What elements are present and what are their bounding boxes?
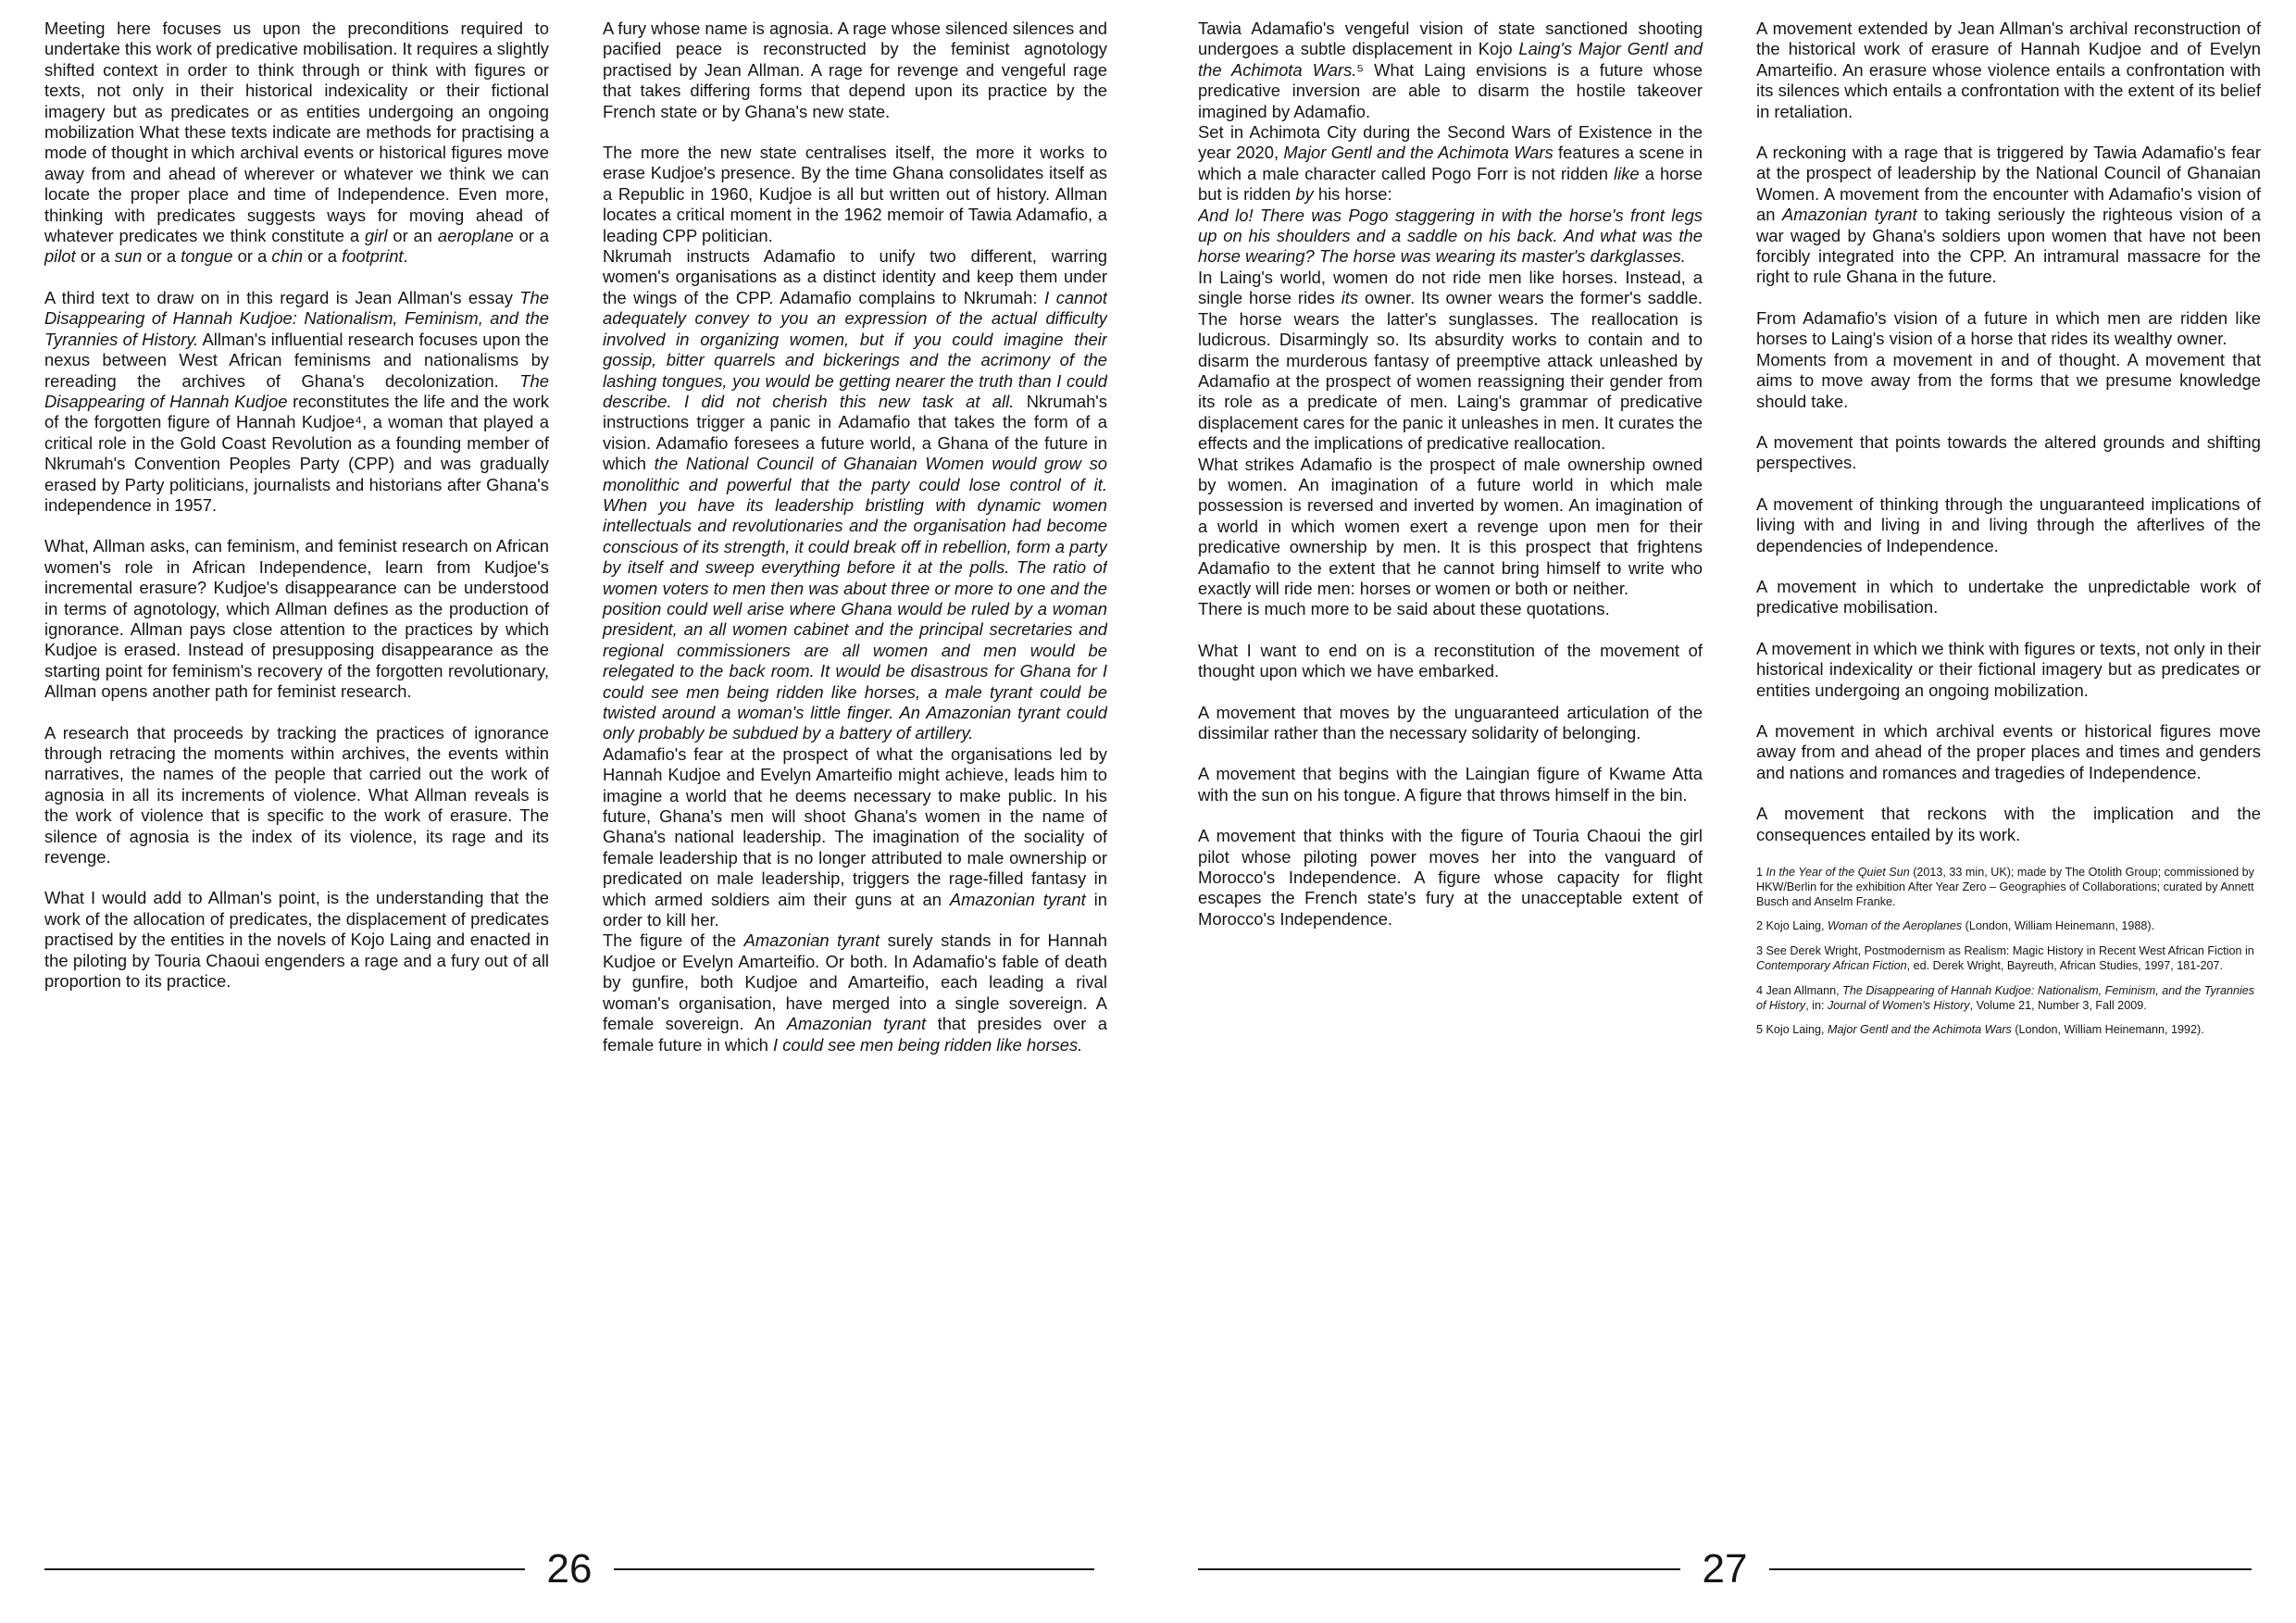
paragraph: A research that proceeds by tracking the practices of ignorance through retracing the moments within archives, the events within narratives, the names of the people that carried out the work of agnosia in all its increments of violence. What Allman reveals is the work of violence that is specific to the work of erasure. The silence of agnosia is the index of its violence, its rage and its revenge. xyxy=(44,722,549,868)
paragraph: Set in Achimota City during the Second Wars of Existence in the year 2020, Major Gentl and the Achimota Wars features a scene in which a male character called Pogo Forr is not ridden like a horse but is ridden by his horse: xyxy=(1198,122,1703,205)
paragraph: Adamafio's fear at the prospect of what the organisations led by Hannah Kudjoe and Evelyn Amarteifio might achieve, leads him to imagine a world that he deems necessary to make public. In his future, Ghana's men will shoot Ghana's women in the name of Ghana's national leadership. The imagination of the sociality of female leadership that is no longer attributed to male ownership or predicated on male leadership, triggers the rage-filled fantasy in which armed soldiers aim their guns at an Amazonian tyrant in order to kill her. xyxy=(603,743,1107,930)
paragraph: In Laing's world, women do not ride men like horses. Instead, a single horse rides its owner. Its owner wears the former's saddle. The horse wears the latter's sunglasses. The reallocation is ludicrous. Disarmingly so. Its absurdity works to contain and to disarm the murderous fantasy of preemptive attack unleashed by Adamafio at the prospect of women reassigning their gender from its role as a predicate of men. Laing's grammar of predicative displacement cares for the panic it unleashes in men. It curates the effects and the implications of predicative reallocation. xyxy=(1198,267,1703,454)
paragraph: What strikes Adamafio is the prospect of male ownership owned by women. An imagination of a future world in which male possession is reversed and inverted by women. An imagination of a world in which women exert a revenge upon men for their predicative ownership by men. It is this prospect that frightens Adamafio to the extent that he cannot bring himself to write who exactly will ride men: horses or women or both or neither. xyxy=(1198,454,1703,598)
paragraph: Moments from a movement in and of thought. A movement that aims to move away from the forms that we presume knowledge should take. xyxy=(1756,349,2261,411)
paragraph: A movement that moves by the unguaranteed articulation of the dissimilar rather than the necessary solidarity of belonging. xyxy=(1198,702,1703,743)
paragraph: What, Allman asks, can feminism, and feminist research on African women's role in African Independence, learn from Kudjoe's incremental erasure? Kudjoe's disappearance can be understood in terms of agnotology, which Allman defines as the production of ignorance. Allman pays close attention to the practices by which Kudjoe is erased. Instead of presupposing disappearance as the starting point for feminism's recovery of the forgotten revolutionary, Allman opens another path for feminist research. xyxy=(44,536,549,702)
paragraph: What I would add to Allman's point, is the understanding that the work of the allocation of predicates, the displacement of predicates practised by the entities in the novels of Kojo Laing and enacted in the piloting by Touria Chaoui engenders a rage and a fury out of all proportion to its practice. xyxy=(44,888,549,992)
page-27 xyxy=(1148,0,2296,1623)
paragraph: A fury whose name is agnosia. A rage whose silenced silences and pacified peace is reconstructed by the feminist agnotology practised by Jean Allman. A rage for revenge and vengeful rage that takes differing forms that depend upon its practice by the French state or by Ghana's new state. xyxy=(603,19,1107,121)
footnote: 4 Jean Allmann, The Disappearing of Hannah Kudjoe: Nationalism, Feminism, and the Tyrannies of History, in: Journal of Women's History, Volume 21, Number 3, Fall 2009. xyxy=(1756,983,2255,1012)
paragraph: A movement that begins with the Laingian figure of Kwame Atta with the sun on his tongue. A figure that throws himself in the bin. xyxy=(1198,764,1703,805)
footer-rule-left xyxy=(44,1568,525,1570)
paragraph: There is much more to be said about these quotations. xyxy=(1198,599,1610,619)
paragraph: Nkrumah instructs Adamafio to unify two different, warring women's organisations as a distinct identity and keep them under the wings of the CPP. Adamafio complains to Nkrumah: I cannot adequately convey to you an expression of the actual difficulty involved in organizing women, but if you could imagine their gossip, bitter quarrels and bickerings and the acrimony of the lashing tongues, you would be getting nearer the truth than I could describe. I did not cherish this new task at all. Nkrumah's instructions trigger a panic in Adamafio that takes the form of a vision. Adamafio foresees a future world, a Ghana of the future in which the National Council of Ghanaian Women would grow so monolithic and powerful that the party could lose control of it. When you have its leadership bristling with dynamic women intellectuals and revolutionaries and the organisation had become conscious of its strength, it could break off in rebellion, form a party by itself and sweep everything before it at the polls. The ratio of women voters to men then was about three or more to one and the position could well arise where Ghana would be ruled by a woman president, an all women cabinet and the principal secretaries and regional commissioners are all women and men would be relegated to the back room. It would be disastrous for Ghana for I could see men being ridden like horses, a male tyrant could be twisted around a woman's little finger. An Amazonian tyrant could only probably be subdued by a battery of artillery. xyxy=(603,246,1107,743)
paragraph: A movement that thinks with the figure of Touria Chaoui the girl pilot whose piloting power moves her into the vanguard of Morocco's Independence. A figure whose capacity for flight escapes the French state's fury at the unacceptable extent of Morocco's Independence. xyxy=(1198,826,1703,929)
paragraph: A movement in which archival events or historical figures move away from and ahead of the proper places and times and genders and nations and romances and tragedies of Independence. xyxy=(1756,720,2261,782)
paragraph: A movement that points towards the altered grounds and shifting perspectives. xyxy=(1756,431,2261,473)
paragraph: A reckoning with a rage that is triggered by Tawia Adamafio's fear at the prospect of leadership by the National Council of Ghanaian Women. A movement from the encounter with Adamafio's vision of an Amazonian tyrant to taking seriously the righteous vision of a war waged by Ghana's soldiers upon women that have not been forcibly integrated into the CPP. An intramural massacre for the right to rule Ghana in the future. xyxy=(1756,143,2261,287)
page-26-column-right xyxy=(603,19,1107,1537)
footer-rule-left xyxy=(1198,1568,1680,1570)
footer-rule-right xyxy=(614,1568,1094,1570)
paragraph: A movement of thinking through the unguaranteed implications of living with and living in and living through the afterlives of the dependencies of Independence. xyxy=(1756,493,2261,556)
footnote: 3 See Derek Wright, Postmodernism as Realism: Magic History in Recent West African Fiction in Contemporary African Fiction, ed. Derek Wright, Bayreuth, African Studies, 1997, 181-207. xyxy=(1756,944,2254,972)
paragraph: From Adamafio's vision of a future in which men are ridden like horses to Laing's vision of a horse that rides its wealthy owner. xyxy=(1756,307,2261,349)
page-26-column-left xyxy=(44,19,549,1537)
paragraph: Tawia Adamafio's vengeful vision of state sanctioned shooting undergoes a subtle displacement in Kojo Laing's Major Gentl and the Achimota Wars.⁵ What Laing envisions is a future whose predicative inversion are able to disarm the hostile takeover imagined by Adamafio. xyxy=(1198,19,1703,121)
paragraph: What I want to end on is a reconstitution of the movement of thought upon which we have embarked. xyxy=(1198,640,1703,681)
paragraph: A movement that reckons with the implication and the consequences entailed by its work. xyxy=(1756,804,2261,844)
page-26-footer xyxy=(44,1546,1094,1592)
footnotes xyxy=(1756,866,2261,1038)
paragraph: And lo! There was Pogo staggering in with the horse's front legs up on his shoulders and a saddle on his back. And what was the horse wearing? The horse was wearing its master's darkglasses. xyxy=(1198,205,1703,267)
paragraph: A movement in which we think with figures or texts, not only in their historical indexicality or their fictional imagery but as predicates or entities undergoing an ongoing mobilization. xyxy=(1756,638,2261,700)
paragraph: A third text to draw on in this regard is Jean Allman's essay The Disappearing of Hannah Kudjoe: Nationalism, Feminism, and the Tyrannies of History. Allman's influential research focuses upon the nexus between West African feminisms and nationalisms by rereading the archives of Ghana's decolonization. The Disappearing of Hannah Kudjoe reconstitutes the life and the work of the forgotten figure of Hannah Kudjoe⁴, a woman that played a critical role in the Gold Coast Revolution as a founding member of Nkrumah's Convention Peoples Party (CPP) and was gradually erased by Party politicians, journalists and historians after Ghana's independence in 1957. xyxy=(44,287,549,515)
paragraph: A movement in which to undertake the unpredictable work of predicative mobilisation. xyxy=(1756,576,2261,618)
paragraph: A movement extended by Jean Allman's archival reconstruction of the historical work of erasure of Hannah Kudjoe and of Evelyn Amarteifio. An erasure whose violence entails a confrontation with its silences which entails a confrontation with the extent of its belief in retaliation. xyxy=(1756,19,2261,121)
page-27-columns xyxy=(1198,19,2261,1537)
paragraph: The more the new state centralises itself, the more it works to erase Kudjoe's presence. By the time Ghana consolidates itself as a Republic in 1960, Kudjoe is all but written out of history. Allman locates a critical moment in the 1962 memoir of Tawia Adamafio, a leading CPP politician. xyxy=(603,143,1107,245)
footer-rule-right xyxy=(1769,1568,2252,1570)
page-26-columns xyxy=(44,19,1107,1537)
page-27-footer xyxy=(1198,1546,2252,1592)
page-number-26: 26 xyxy=(546,1546,593,1592)
page-number-27: 27 xyxy=(1702,1546,1748,1592)
footnote: 1 In the Year of the Quiet Sun (2013, 33 min, UK); made by The Otolith Group; commissioned by HKW/Berlin for the exhibition After Year Zero – Geographies of Collaborations; curated by Annett Busch and Anselm Franke. xyxy=(1756,866,2254,908)
paragraph: Meeting here focuses us upon the preconditions required to undertake this work of predicative mobilisation. It requires a slightly shifted context in order to think through or think with figures or texts, not only in their historical indexicality or their fictional imagery but as predicates or as entities undergoing an ongoing mobilization What these texts indicate are methods for practising a mode of thought in which archival events or historical figures move away from and ahead of wherever or whatever we think we can locate the proper place and time of Independence. Even more, thinking with predicates suggests ways for moving ahead of whatever predicates we think constitute a girl or an aeroplane or a pilot or a sun or a tongue or a chin or a footprint. xyxy=(44,19,550,267)
footnote: 2 Kojo Laing, Woman of the Aeroplanes (London, William Heinemann, 1988). xyxy=(1756,919,2155,933)
page-27-column-left xyxy=(1198,19,1703,1537)
paragraph: The figure of the Amazonian tyrant surely stands in for Hannah Kudjoe or Evelyn Amarteifio. Or both. In Adamafio's fable of death by gunfire, both Kudjoe and Amarteifio, each leading a rival woman's organisation, have merged into a single sovereign. A female sovereign. An Amazonian tyrant that presides over a female future in which I could see men being ridden like horses. xyxy=(603,930,1107,1055)
footnote: 5 Kojo Laing, Major Gentl and the Achimota Wars (London, William Heinemann, 1992). xyxy=(1756,1023,2204,1037)
page-27-column-right xyxy=(1756,19,2261,1537)
